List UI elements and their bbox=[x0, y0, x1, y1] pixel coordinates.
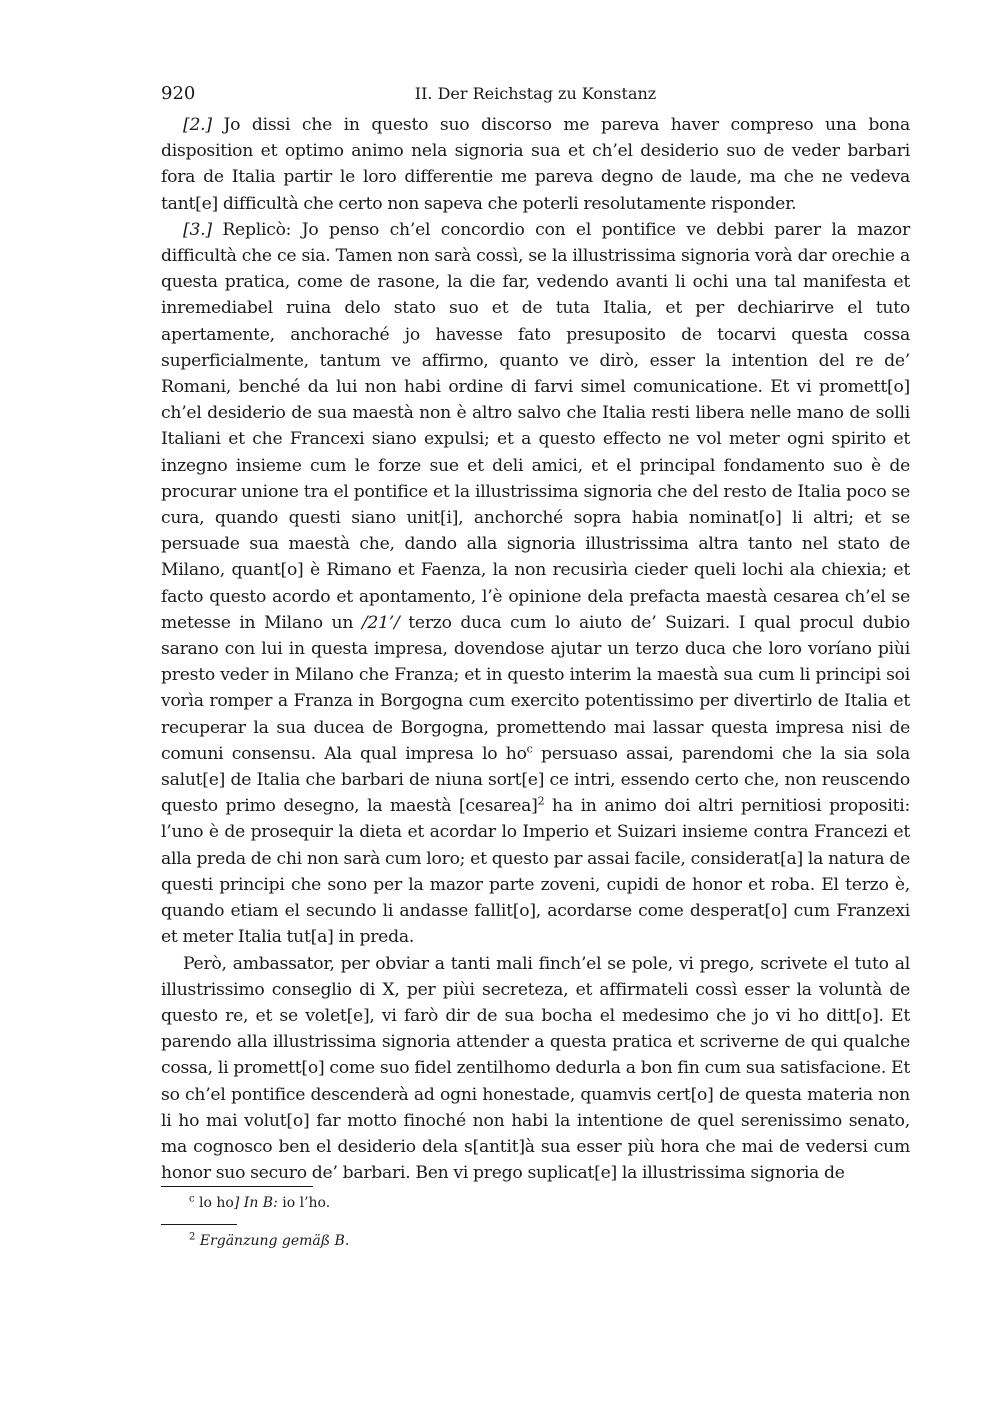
paragraph-3 bbox=[161, 217, 910, 951]
note-mark: 2 bbox=[189, 1231, 196, 1243]
paragraph-text-cont: ha in animo doi altri pernitiosi propositi: l’uno è de prosequir la dieta et acordar lo Imperio et Suizari insieme contra Francezi et alla preda de chi non sarà cum loro; et questo par assai facile, considerat[a] la natura de questi principi che sono per la mazor parte zoveni, cupidi de honor et roba. El terzo è, quando etiam el secundo li andasse fallit[o], acordarse come desperat[o] cum Franzexi et meter Italia tut[a] in preda. bbox=[161, 796, 911, 948]
note-text: Ergänzung gemäß B. bbox=[199, 1233, 350, 1249]
paragraph-text: Jo dissi che in questo suo discorso me pareva haver compreso una bona disposition et optimo animo nela signoria sua et ch’el desiderio suo de veder barbari fora de Italia partir le loro differentie me pareva degno de laude, ma che ne vedeva tant[e] difficultà che certo non sapeva che poterli resolutamente risponder. bbox=[161, 115, 910, 214]
critical-apparatus bbox=[161, 1186, 910, 1213]
running-head: II. Der Reichstag zu Konstanz bbox=[414, 84, 657, 103]
paragraph-text: Però, ambassator, per obviar a tanti mali finch’el se pole, vi prego, scrivete el tuto al illustrissimo conseglio di X, per piùi secreteza, et affirmateli cossì esser la voluntà de questo re, et se volet[e], vi farò dir de sua bocha el medesimo che jo vi ho ditt[o]. Et parendo alla illustrissima signoria attender a questa pratica et scriverne de qui qualche cossa, li promett[o] come suo fidel zentilhomo dedurla a bon fin cum sua satisfacione. Et so ch’el pontifice descenderà ad ogni honestade, quamvis cert[o] de questa materia non li ho mai volut[o] far motto finoché non habi la intentione de quel serenissimo senato, ma cognosco ben el desiderio dela s[antit]à sua esser più hora che mai de vedersi cum honor suo securo de’ barbari. Ben vi prego suplicat[e] la illustrissima signoria de bbox=[161, 953, 910, 1184]
page-header bbox=[161, 80, 910, 112]
page-number: 920 bbox=[161, 83, 196, 104]
note-mark: c bbox=[189, 1193, 195, 1205]
paragraph-text: Replicò: Jo penso ch’el concordio con el pontifice ve debbi parer la mazor difficultà che ce sia. Tamen non sarà cossì, se la illustrissima signoria vorà dar orechie a questa pratica, come de rasone, la die far, vedendo avanti li ochi una tal manifesta et inremediabel ruina delo stato suo et de tuta Italia, et per dechiarirve el tuto apertamente, anchoraché jo havesse fato presuposito de tocarvi questa cossa superficialmente, tantum ve affirmo, quanto ve dirò, esser la intention del re de’ Romani, benché da lui non habi ordine di farvi simel comunicatione. Et vi promett[o] ch’el desiderio de sua maestà non è altro salvo che Italia resti libera nelle mano de solli Italiani et che Francexi siano expulsi; et a questo effecto ne vol meter ogni spirito et inzegno insieme cum le forze sue et deli amici, et el principal fondamento suo è de procurar unione tra el pontifice et la illustrissima signoria che del resto de Italia poco se cura, quando questi siano unit[i], anchorché sopra habia nominat[o] li altri; et se persuade sua maestà che, dando alla signoria illustrissima altra tanto nel stato de Milano, quant[o] è Rimano et Faenza, la non recusirìa cieder queli lochi ala chiexia; et facto questo acordo et apontamento, l’è opinione dela prefacta maestà cesarea ch’el se metesse in Milano un bbox=[161, 219, 910, 633]
document-page bbox=[161, 80, 910, 1186]
paragraph-2 bbox=[161, 112, 910, 217]
footnote-rule bbox=[161, 1224, 237, 1225]
paragraph-text-cont: persuaso assai, parendomi che la sia sola salut[e] de Italia che barbari de niuna sort[e] ce intri, essendo certo che, non reuscendo questo primo desegno, la maestà [cesarea] bbox=[161, 743, 910, 817]
paragraph-number: [3.] bbox=[183, 219, 212, 240]
paragraph-text-cont: terzo duca cum lo aiuto de’ Suizari. I qual procul dubio sarano con lui in questa impresa, dovendose ajutar un terzo duca che loro voríano piùi presto veder in Milano che Franza; et in questo interim la maestà sua cum li principi soi vorìa romper a Franza in Borgogna cum exercito potentissimo per divertirlo de Italia et recuperar la sua ducea de Borgogna, promettendo mai lassar questa impresa nisi de comuni consensu. Ala qual impresa lo ho bbox=[161, 612, 910, 764]
footnote-2 bbox=[161, 1231, 910, 1251]
note-lemma: lo ho bbox=[194, 1195, 234, 1211]
paragraph-continuation bbox=[161, 951, 910, 1187]
folio-marker: /21’/ bbox=[361, 612, 400, 633]
critical-note-c bbox=[161, 1193, 910, 1213]
footnote-marker[interactable]: 2 bbox=[537, 794, 545, 808]
commentary-notes bbox=[161, 1224, 910, 1251]
body-text bbox=[161, 112, 910, 1186]
footnote-rule bbox=[161, 1186, 313, 1187]
note-siglum: ] In B: bbox=[233, 1195, 278, 1211]
critical-note-marker[interactable]: c bbox=[526, 742, 533, 756]
note-reading: io l’ho. bbox=[277, 1195, 331, 1211]
paragraph-number: [2.] bbox=[183, 115, 212, 135]
